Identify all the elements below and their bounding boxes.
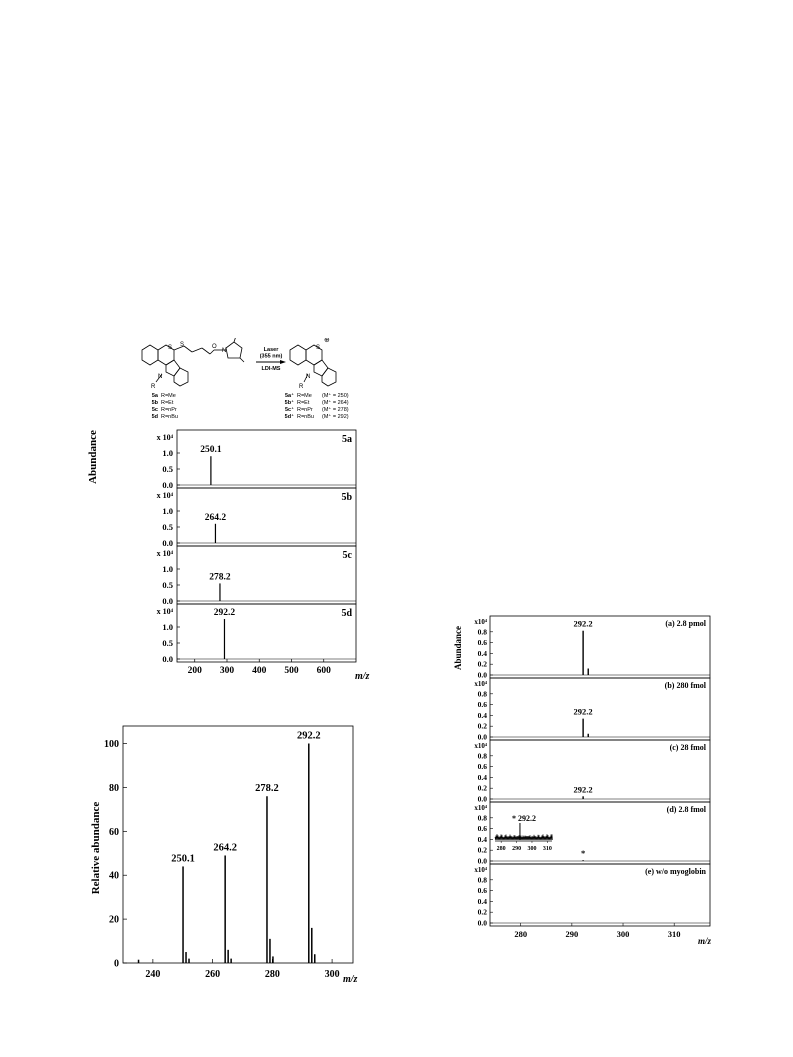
laser-label: Laser: [263, 347, 279, 353]
chart3-yscale-label: x10⁴: [474, 866, 487, 874]
chart2-peak-label: 278.2: [255, 783, 279, 795]
atom-s-chain: S: [180, 342, 185, 348]
chart1-ytick-label: 0.0: [162, 480, 173, 490]
atom-o-ester: O: [212, 344, 217, 350]
atom-r-product: R: [299, 384, 304, 390]
relative-abundance-chart: [85, 720, 365, 988]
chart1-ytick-label: 1.0: [162, 448, 173, 458]
chart1-peak-label: 278.2: [209, 572, 231, 583]
chart1-peak-label: 292.2: [213, 608, 236, 618]
chart3-panel-tag: (e) w/o myoglobin: [645, 867, 706, 876]
product-r: R=nBu: [297, 414, 314, 420]
chart3-panel-tag: (c) 28 fmol: [669, 743, 706, 752]
chart3-ytick-label: 0.8: [477, 875, 487, 885]
reactant-r: R=nPr: [161, 407, 177, 413]
chart3-xtick-label: 310: [667, 929, 681, 939]
chart1-xtick-label: 300: [219, 666, 235, 676]
reactant-r: R=Me: [161, 393, 176, 399]
chart3-yscale-label: x10⁴: [474, 618, 487, 626]
chart3-ytick-label: 0.6: [477, 700, 487, 710]
chart3-ytick-label: 0.4: [477, 896, 487, 906]
product-r: R=Et: [297, 400, 310, 406]
chart1-ytick-label: 0.0: [162, 596, 173, 606]
reactant-id: 5b: [151, 400, 158, 406]
chart3-panel-tag: (a) 2.8 pmol: [665, 619, 706, 628]
chart1-xlabel: m/z: [355, 671, 370, 682]
chart1-ytick-label: 0.5: [162, 464, 173, 474]
chart3-peak-label: 292.2: [573, 706, 593, 717]
chart1-panel-tag: 5c: [342, 550, 352, 561]
chart3-ylabel: Abundance: [453, 625, 463, 671]
chart3-yscale-label: x10⁴: [474, 680, 487, 688]
reactant-list: [152, 393, 178, 420]
chart3-ytick-label: 0.8: [477, 627, 487, 637]
chart3-ytick-label: 0.4: [477, 834, 487, 844]
chart3-ytick-label: 0.0: [477, 856, 487, 866]
product-r: R=nPr: [297, 407, 313, 413]
chart2-xtick-label: 240: [145, 969, 161, 980]
method-label: LDI-MS: [261, 366, 281, 372]
chart2-xtick-label: 260: [205, 969, 221, 980]
chart3-ytick-label: 0.8: [477, 689, 487, 699]
chart3-yscale-label: x10⁴: [474, 804, 487, 812]
chart1-ytick-label: 1.0: [162, 506, 173, 516]
product-r: R=Me: [297, 393, 312, 399]
product-mass: (M⁺ = 264): [322, 400, 349, 406]
product-mass: (M⁺ = 278): [322, 407, 349, 413]
chart3-xtick-label: 290: [565, 929, 579, 939]
product-list: [285, 392, 349, 420]
atom-n-reactant: N: [158, 374, 163, 380]
chart2-peak-label: 250.1: [171, 853, 195, 865]
chart3-ytick-label: 0.6: [477, 762, 487, 772]
product-id: 5a⁺: [284, 393, 294, 399]
chart2-ytick-label: 40: [109, 870, 119, 882]
chart3-panel-tag: (b) 280 fmol: [664, 681, 706, 690]
chart1-panel-frame: [177, 430, 356, 488]
reactant-id: 5d: [151, 414, 158, 420]
chart1-ylabel: Abundance: [87, 430, 99, 484]
chart3-ytick-label: 0.0: [477, 732, 487, 742]
product-id: 5b⁺: [284, 400, 294, 406]
atom-n-imide: N: [222, 348, 227, 354]
chart1-xtick-label: 200: [187, 666, 202, 676]
chart1-ytick-label: 1.0: [162, 564, 173, 574]
chart3-ytick-label: 0.8: [477, 751, 487, 761]
chart1-xtick-label: 600: [316, 666, 331, 676]
chart2-xtick-label: 280: [264, 969, 280, 980]
chart1-panel-tag: 5a: [342, 434, 352, 445]
chart2-ytick-label: 0: [114, 958, 119, 970]
chart3-yscale-label: x10⁴: [474, 742, 487, 750]
chart1-ytick-label: 1.0: [162, 622, 173, 632]
chart1-ytick-label: 0.5: [162, 580, 173, 590]
chart2-ytick-label: 100: [104, 739, 119, 751]
chart2-ytick-label: 20: [109, 914, 119, 926]
chart3-ytick-label: 0.0: [477, 918, 487, 928]
chart3-ytick-label: 0.0: [477, 670, 487, 680]
chart3-inset-xtick-label: 280: [496, 846, 506, 852]
chart2-ytick-label: 60: [109, 826, 119, 838]
chart1-panel-tag: 5d: [341, 608, 352, 619]
product-mass: (M⁺ = 292): [322, 414, 349, 420]
chart3-ytick-label: 0.4: [477, 772, 487, 782]
chart3-peak-label: *: [580, 848, 586, 859]
chart1-yscale-label: x 10⁴: [156, 491, 173, 500]
myoglobin-spectra-chart: [448, 612, 728, 952]
chart1-ytick-label: 0.5: [162, 638, 173, 648]
chart1-peak-label: 264.2: [204, 512, 227, 523]
chart3-panel-tag: (d) 2.8 fmol: [666, 805, 706, 814]
product-mass: (M⁺ = 250): [322, 393, 349, 399]
chart2-peak-label: 292.2: [296, 730, 321, 742]
product-id: 5c⁺: [284, 407, 294, 413]
chart1-ytick-label: 0.5: [162, 522, 173, 532]
reactant-r: R=nBu: [161, 414, 178, 420]
chart3-inset-noise: [495, 834, 553, 840]
chart3-ytick-label: 0.0: [477, 794, 487, 804]
chart3-peak-label: 292.2: [573, 784, 593, 795]
chart3-xlabel: m/z: [698, 936, 712, 946]
chart3-ytick-label: 0.2: [477, 721, 487, 731]
chart2-xtick-label: 300: [324, 969, 340, 980]
chart3-ytick-label: 0.6: [477, 824, 487, 834]
chart2-ytick-label: 80: [109, 782, 119, 794]
chart1-ytick-label: 0.0: [162, 538, 173, 548]
chart2-peak-label: 264.2: [213, 842, 237, 854]
chart1-xtick-label: 500: [284, 666, 299, 676]
reaction-scheme: [130, 338, 370, 434]
wavelength-label: (355 nm): [259, 353, 283, 360]
reactant-id: 5c: [151, 407, 158, 413]
atom-n-product: N: [306, 374, 311, 380]
chart3-xtick-label: 280: [514, 929, 528, 939]
chart3-ytick-label: 0.2: [477, 845, 487, 855]
product-id: 5d⁺: [284, 414, 294, 420]
atom-s-reactant: S: [168, 345, 173, 351]
chart1-yscale-label: x 10⁴: [156, 433, 173, 442]
chart1-panel-tag: 5b: [341, 492, 352, 503]
chart2-frame: [123, 726, 353, 963]
reactant-id: 5a: [151, 393, 158, 399]
chart1-peak-label: 250.1: [200, 445, 222, 456]
chart3-inset-xtick-label: 310: [542, 846, 552, 852]
chart3-ytick-label: 0.6: [477, 638, 487, 648]
chart3-ytick-label: 0.4: [477, 710, 487, 720]
chart2-xlabel: m/z: [343, 974, 358, 985]
chart3-inset-xtick-label: 290: [512, 846, 522, 852]
chart1-yscale-label: x 10⁴: [156, 549, 173, 558]
chart3-ytick-label: 0.2: [477, 659, 487, 669]
chart3-inset-xtick-label: 300: [527, 846, 537, 852]
chart3-peak-label: 292.2: [573, 618, 593, 629]
atom-r-reactant: R: [151, 384, 156, 390]
chart3-ytick-label: 0.8: [477, 813, 487, 823]
chart3-ytick-label: 0.2: [477, 907, 487, 917]
charge-symbol: ⊕: [324, 338, 330, 344]
stacked-spectra-chart: [80, 425, 380, 685]
chart1-ytick-label: 0.0: [162, 654, 173, 664]
chart1-panel-frame: [177, 604, 356, 662]
chart3-ytick-label: 0.2: [477, 783, 487, 793]
chart3-ytick-label: 0.6: [477, 886, 487, 896]
reactant-r: R=Et: [161, 400, 174, 406]
chart2-ylabel: Relative abundance: [90, 801, 102, 895]
chart3-inset-label: * 292.2: [511, 814, 536, 823]
atom-s-product: S: [316, 345, 321, 351]
chart1-yscale-label: x 10⁴: [156, 607, 173, 616]
chart3-xtick-label: 300: [616, 929, 630, 939]
chart1-panel-frame: [177, 546, 356, 604]
chart1-xtick-label: 400: [252, 666, 267, 676]
chart3-ytick-label: 0.4: [477, 648, 487, 658]
